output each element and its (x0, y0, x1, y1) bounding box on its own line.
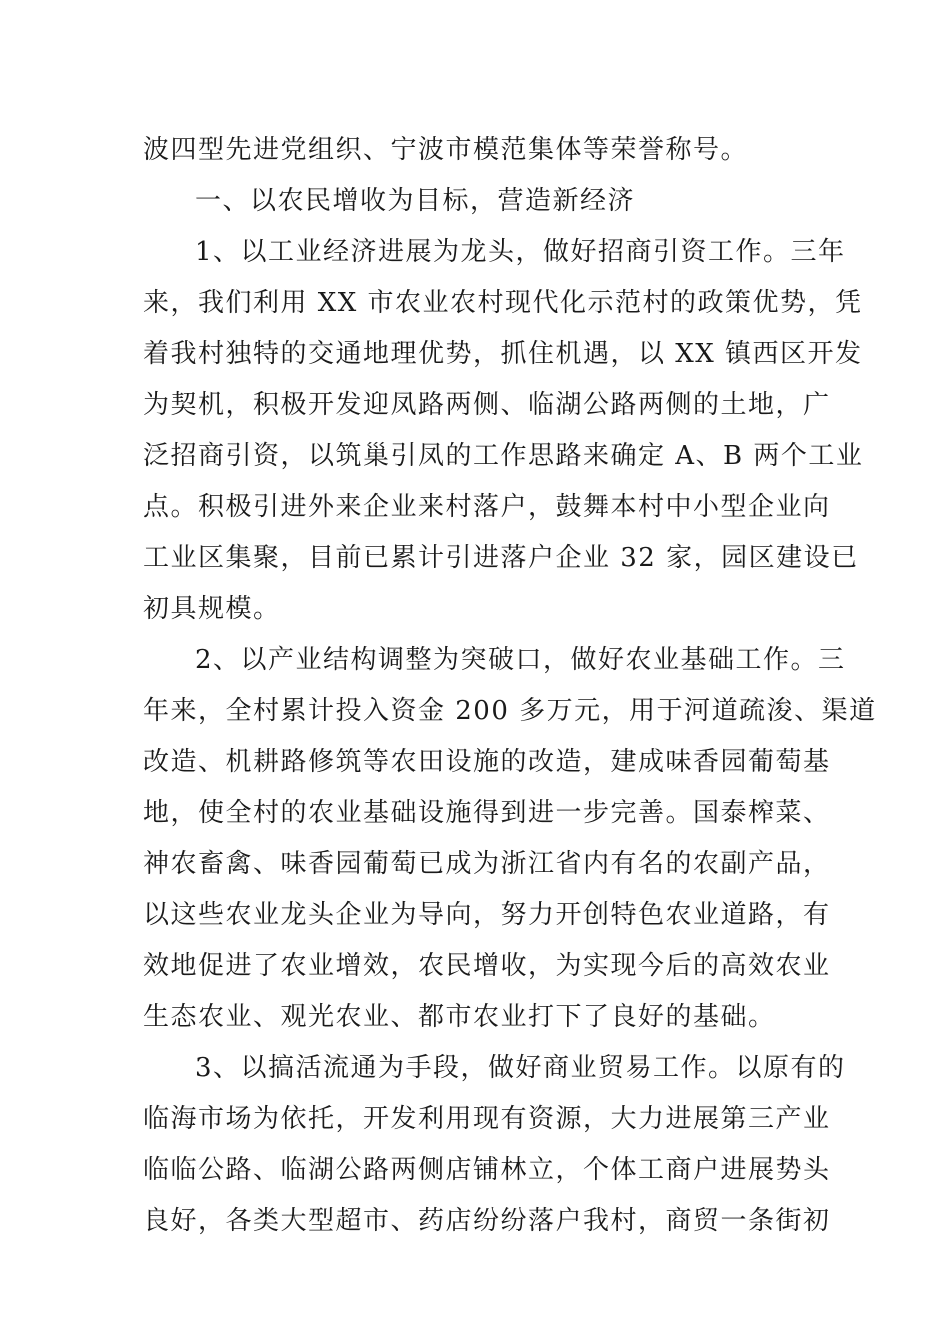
text-line: 神农畜禽、味香园葡萄已成为浙江省内有名的农副产品， (143, 849, 831, 879)
text-line: 波四型先进党组织、宁波市模范集体等荣誉称号。 (143, 135, 749, 165)
text-line: 改造、机耕路修筑等农田设施的改造，建成味香园葡萄基 (143, 747, 831, 777)
text-line: 点。积极引进外来企业来村落户，鼓舞本村中小型企业向 (143, 492, 831, 522)
text-line: 良好，各类大型超市、药店纷纷落户我村，商贸一条街初 (143, 1206, 831, 1236)
text-line: 为契机，积极开发迎凤路两侧、临湖公路两侧的土地，广 (143, 390, 831, 420)
text-line: 临海市场为依托，开发利用现有资源，大力进展第三产业 (143, 1104, 831, 1134)
text-line: 着我村独特的交通地理优势，抓住机遇，以 XX 镇西区开发 (143, 339, 863, 369)
text-line: 以这些农业龙头企业为导向，努力开创特色农业道路，有 (143, 900, 831, 930)
text-line: 效地促进了农业增效，农民增收，为实现今后的高效农业 (143, 951, 831, 981)
paragraph-1-start: 1、以工业经济进展为龙头，做好招商引资工作。三年 (195, 237, 846, 267)
section-heading: 一、以农民增收为目标，营造新经济 (195, 186, 636, 216)
paragraph-2-start: 2、以产业结构调整为突破口，做好农业基础工作。三 (195, 645, 846, 675)
text-line: 临临公路、临湖公路两侧店铺林立，个体工商户进展势头 (143, 1155, 831, 1185)
paragraph-3-start: 3、以搞活流通为手段，做好商业贸易工作。以原有的 (195, 1053, 846, 1083)
text-line: 泛招商引资，以筑巢引凤的工作思路来确定 A、B 两个工业 (143, 441, 864, 471)
text-line: 生态农业、观光农业、都市农业打下了良好的基础。 (143, 1002, 776, 1032)
text-line: 工业区集聚，目前已累计引进落户企业 32 家，园区建设已 (143, 543, 859, 573)
text-line: 地，使全村的农业基础设施得到进一步完善。国泰榨菜、 (143, 798, 831, 828)
text-line: 年来，全村累计投入资金 200 多万元，用于河道疏浚、渠道 (143, 696, 877, 726)
text-line: 来，我们利用 XX 市农业农村现代化示范村的政策优势，凭 (143, 288, 863, 318)
text-line: 初具规模。 (143, 594, 281, 624)
